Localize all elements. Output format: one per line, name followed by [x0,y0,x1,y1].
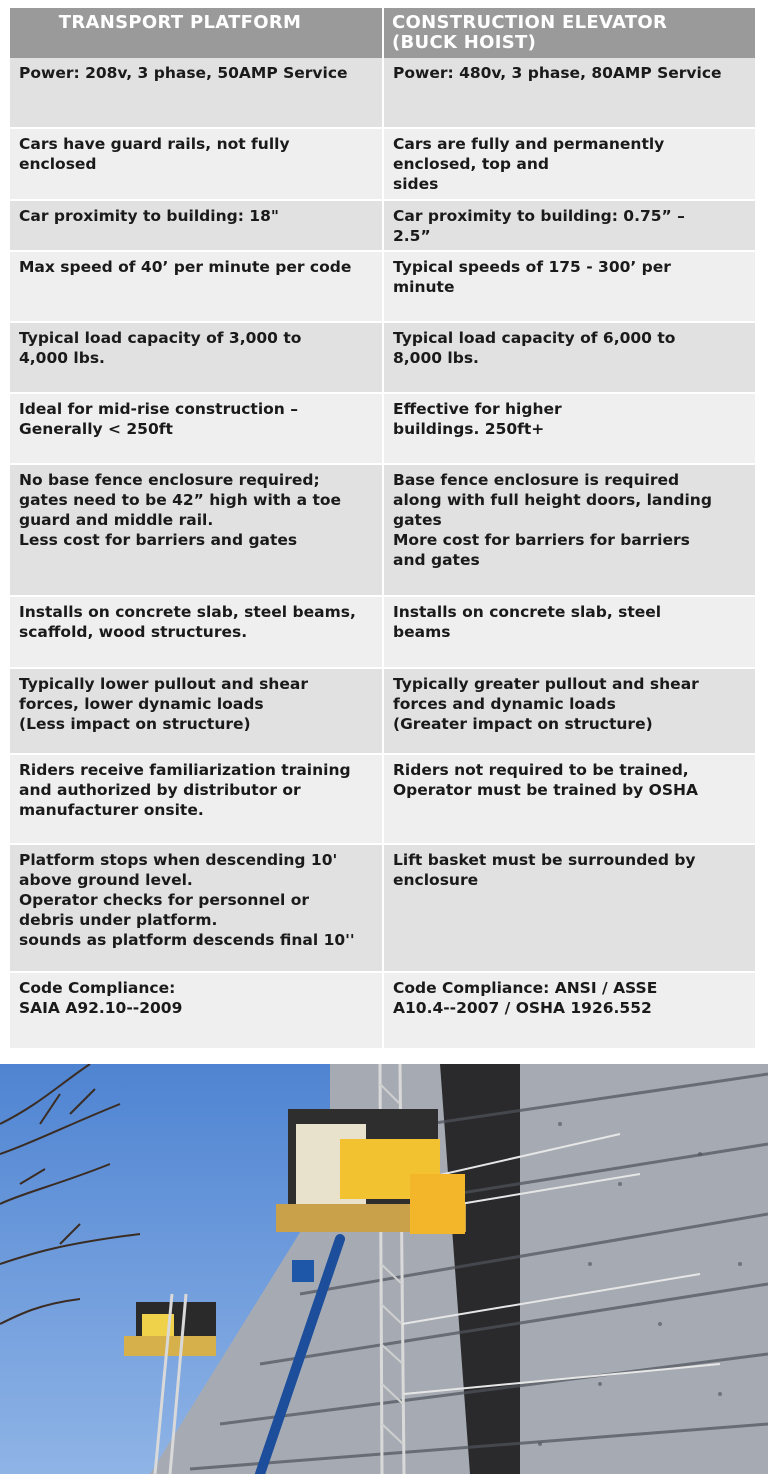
cell-transport: Power: 208v, 3 phase, 50AMP Service [10,58,383,128]
cell-elevator: Typical speeds of 175 - 300’ per minute [383,251,755,322]
cell-elevator: Installs on concrete slab, steel beams [383,596,755,668]
cell-transport: Installs on concrete slab, steel beams, scaffold, wood structures. [10,596,383,668]
cell-elevator: Code Compliance: ANSI / ASSE A10.4--2007 / OSHA 1926.552 [383,972,755,1048]
cell-transport: Car proximity to building: 18" [10,200,383,251]
row-forces [10,668,755,754]
cell-transport: Riders receive familiarization training and authorized by distributor or manufacturer onsite. [10,754,383,844]
row-training [10,754,755,844]
upper-platform [276,1109,466,1234]
cell-elevator: Effective for higher buildings. 250ft+ [383,393,755,464]
row-enclosure [10,128,755,200]
cell-elevator: Riders not required to be trained, Operator must be trained by OSHA [383,754,755,844]
cell-elevator: Lift basket must be surrounded by enclosure [383,844,755,972]
header-construction-elevator: CONSTRUCTION ELEVATOR (BUCK HOIST) [383,8,755,58]
row-power [10,58,755,128]
row-code-compliance [10,972,755,1048]
cell-transport: Cars have guard rails, not fully enclosed [10,128,383,200]
cell-transport: Typical load capacity of 3,000 to 4,000 lbs. [10,322,383,393]
row-safety-stop [10,844,755,972]
cell-transport: Ideal for mid-rise construction – Generally < 250ft [10,393,383,464]
cell-transport: Max speed of 40’ per minute per code [10,251,383,322]
comparison-table [10,8,755,1048]
header-transport-platform: TRANSPORT PLATFORM [10,8,383,58]
header-row [10,8,755,58]
cell-elevator: Cars are fully and permanently enclosed, top and sides [383,128,755,200]
row-base-fence [10,464,755,596]
cell-elevator: Car proximity to building: 0.75” – 2.5” [383,200,755,251]
cell-transport: Typically lower pullout and shear forces, lower dynamic loads (Less impact on structure) [10,668,383,754]
row-installation [10,596,755,668]
comparison-table-wrap [10,8,755,1048]
boom-lift-basket [292,1260,314,1282]
cell-transport: No base fence enclosure required; gates need to be 42” high with a toe guard and middle rail. Less cost for barriers and gates [10,464,383,596]
cell-transport: Code Compliance: SAIA A92.10--2009 [10,972,383,1048]
row-building-height [10,393,755,464]
cell-elevator: Base fence enclosure is required along with full height doors, landing gates More cost for barriers for barriers and gates [383,464,755,596]
row-speed [10,251,755,322]
cell-elevator: Power: 480v, 3 phase, 80AMP Service [383,58,755,128]
construction-site-photo [0,1064,768,1474]
row-load-capacity [10,322,755,393]
cell-transport: Platform stops when descending 10' above ground level. Operator checks for personnel or debris under platform. sounds as platform descends final 10'' [10,844,383,972]
cell-elevator: Typically greater pullout and shear forces and dynamic loads (Greater impact on structure) [383,668,755,754]
row-proximity [10,200,755,251]
cell-elevator: Typical load capacity of 6,000 to 8,000 lbs. [383,322,755,393]
